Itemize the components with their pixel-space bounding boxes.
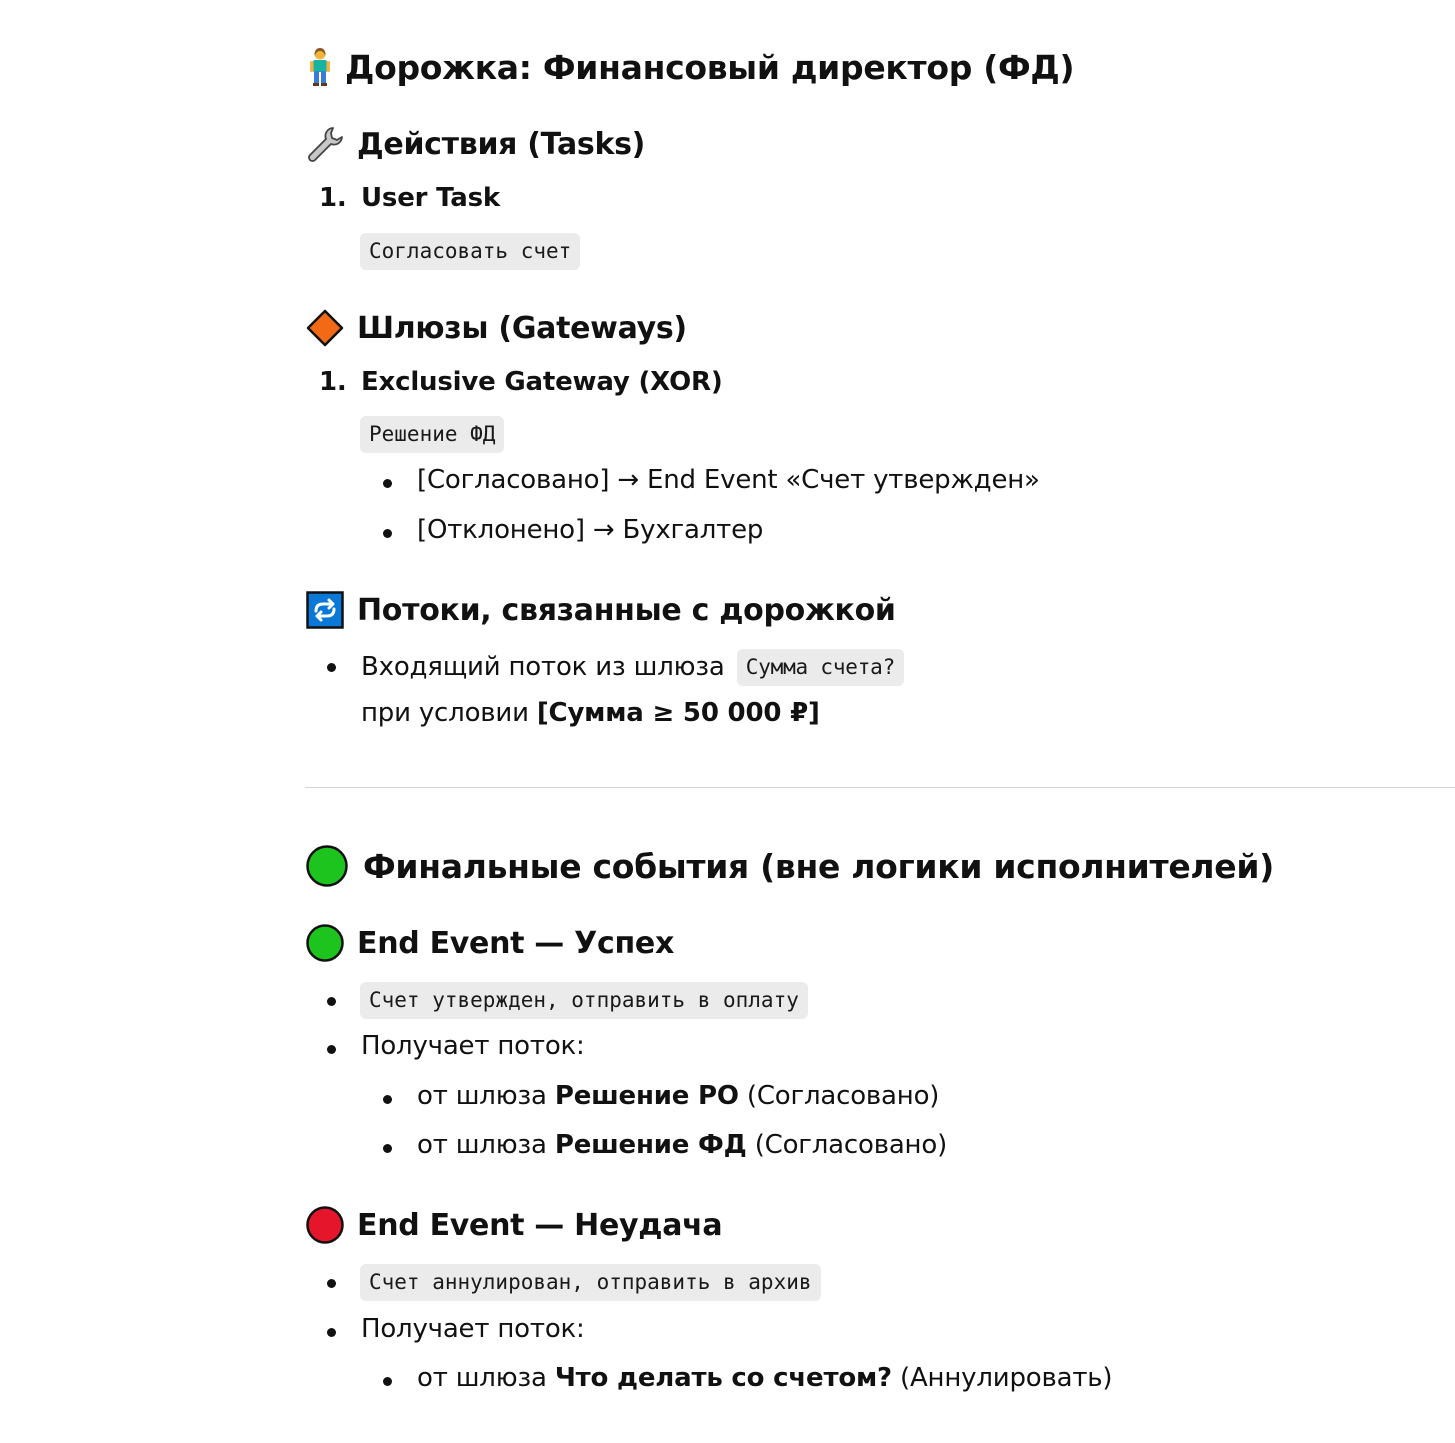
bullet: [383, 1377, 392, 1386]
source-condition: (Согласовано): [754, 1130, 948, 1160]
final-section-title: [305, 842, 1274, 890]
flow-item-line2: [361, 698, 820, 728]
success-receives-label: Получает поток:: [361, 1031, 585, 1061]
list-number: 1.: [319, 367, 347, 397]
success-heading: [305, 921, 674, 965]
source-condition: (Согласовано): [746, 1081, 940, 1111]
source-gateway: Решение ФД: [554, 1130, 747, 1160]
bullet: [327, 997, 336, 1006]
failure-heading-text: End Event — Неудача: [357, 1207, 723, 1243]
bullet: [383, 1144, 392, 1153]
bullet: [327, 1279, 336, 1288]
flow-text: Входящий поток из шлюза: [361, 652, 725, 682]
divider: [305, 787, 1455, 788]
source-condition: (Аннулировать): [900, 1363, 1113, 1393]
list-number: 1.: [319, 183, 347, 213]
gateway-item-number: [319, 367, 347, 397]
flows-heading-text: Потоки, связанные с дорожкой: [357, 592, 896, 628]
success-code: Счет утвержден, отправить в оплату: [360, 982, 808, 1019]
person-icon: [305, 47, 335, 87]
source-gateway: Решение РО: [554, 1081, 739, 1111]
task-item-number: [319, 183, 347, 213]
lane-title: [305, 44, 1074, 90]
green-circle-icon: [305, 923, 345, 963]
bullet: [327, 663, 336, 672]
gateway-branch: [Отклонено] → Бухгалтер: [417, 515, 764, 545]
failure-heading: [305, 1203, 722, 1247]
flows-heading: [305, 588, 896, 632]
failure-receives-label: Получает поток:: [361, 1314, 585, 1344]
gateways-heading: [305, 306, 687, 350]
bullet: [383, 529, 392, 538]
flow-condition: [Сумма ≥ 50 000 ₽]: [536, 698, 820, 728]
source-prefix: от шлюза: [417, 1130, 547, 1160]
bullet: [383, 1095, 392, 1104]
lane-title-text: Дорожка: Финансовый директор (ФД): [345, 47, 1075, 87]
repeat-arrows-icon: [305, 590, 345, 630]
source-prefix: от шлюза: [417, 1081, 547, 1111]
bullet: [327, 1328, 336, 1337]
bullet: [327, 1045, 336, 1054]
tasks-heading-text: Действия (Tasks): [357, 126, 646, 162]
success-heading-text: End Event — Успех: [357, 925, 674, 961]
flow-condition-prefix: при условии: [361, 698, 529, 728]
failure-code: Счет аннулирован, отправить в архив: [360, 1264, 821, 1301]
green-circle-icon: [305, 844, 349, 888]
flow-gateway-code: Сумма счета?: [737, 649, 904, 686]
orange-diamond-icon: [305, 308, 345, 348]
gateways-heading-text: Шлюзы (Gateways): [357, 310, 687, 346]
final-section-title-text: Финальные события (вне логики исполнителей): [363, 846, 1274, 886]
task-code: Согласовать счет: [360, 233, 580, 270]
source-gateway: Что делать со счетом?: [554, 1363, 892, 1393]
tasks-heading: [305, 122, 645, 166]
gateway-branch: [Согласовано] → End Event «Счет утвержден»: [417, 465, 1040, 495]
gateway-item-label: Exclusive Gateway (XOR): [361, 367, 723, 397]
red-circle-icon: [305, 1205, 345, 1245]
task-item-label: User Task: [361, 183, 500, 213]
success-source: [417, 1081, 939, 1111]
wrench-icon: [305, 124, 345, 164]
failure-source: [417, 1363, 1112, 1393]
bullet: [383, 479, 392, 488]
flow-item-line1: [361, 649, 904, 686]
gateway-code: Решение ФД: [360, 416, 504, 453]
success-source: [417, 1130, 947, 1160]
source-prefix: от шлюза: [417, 1363, 547, 1393]
